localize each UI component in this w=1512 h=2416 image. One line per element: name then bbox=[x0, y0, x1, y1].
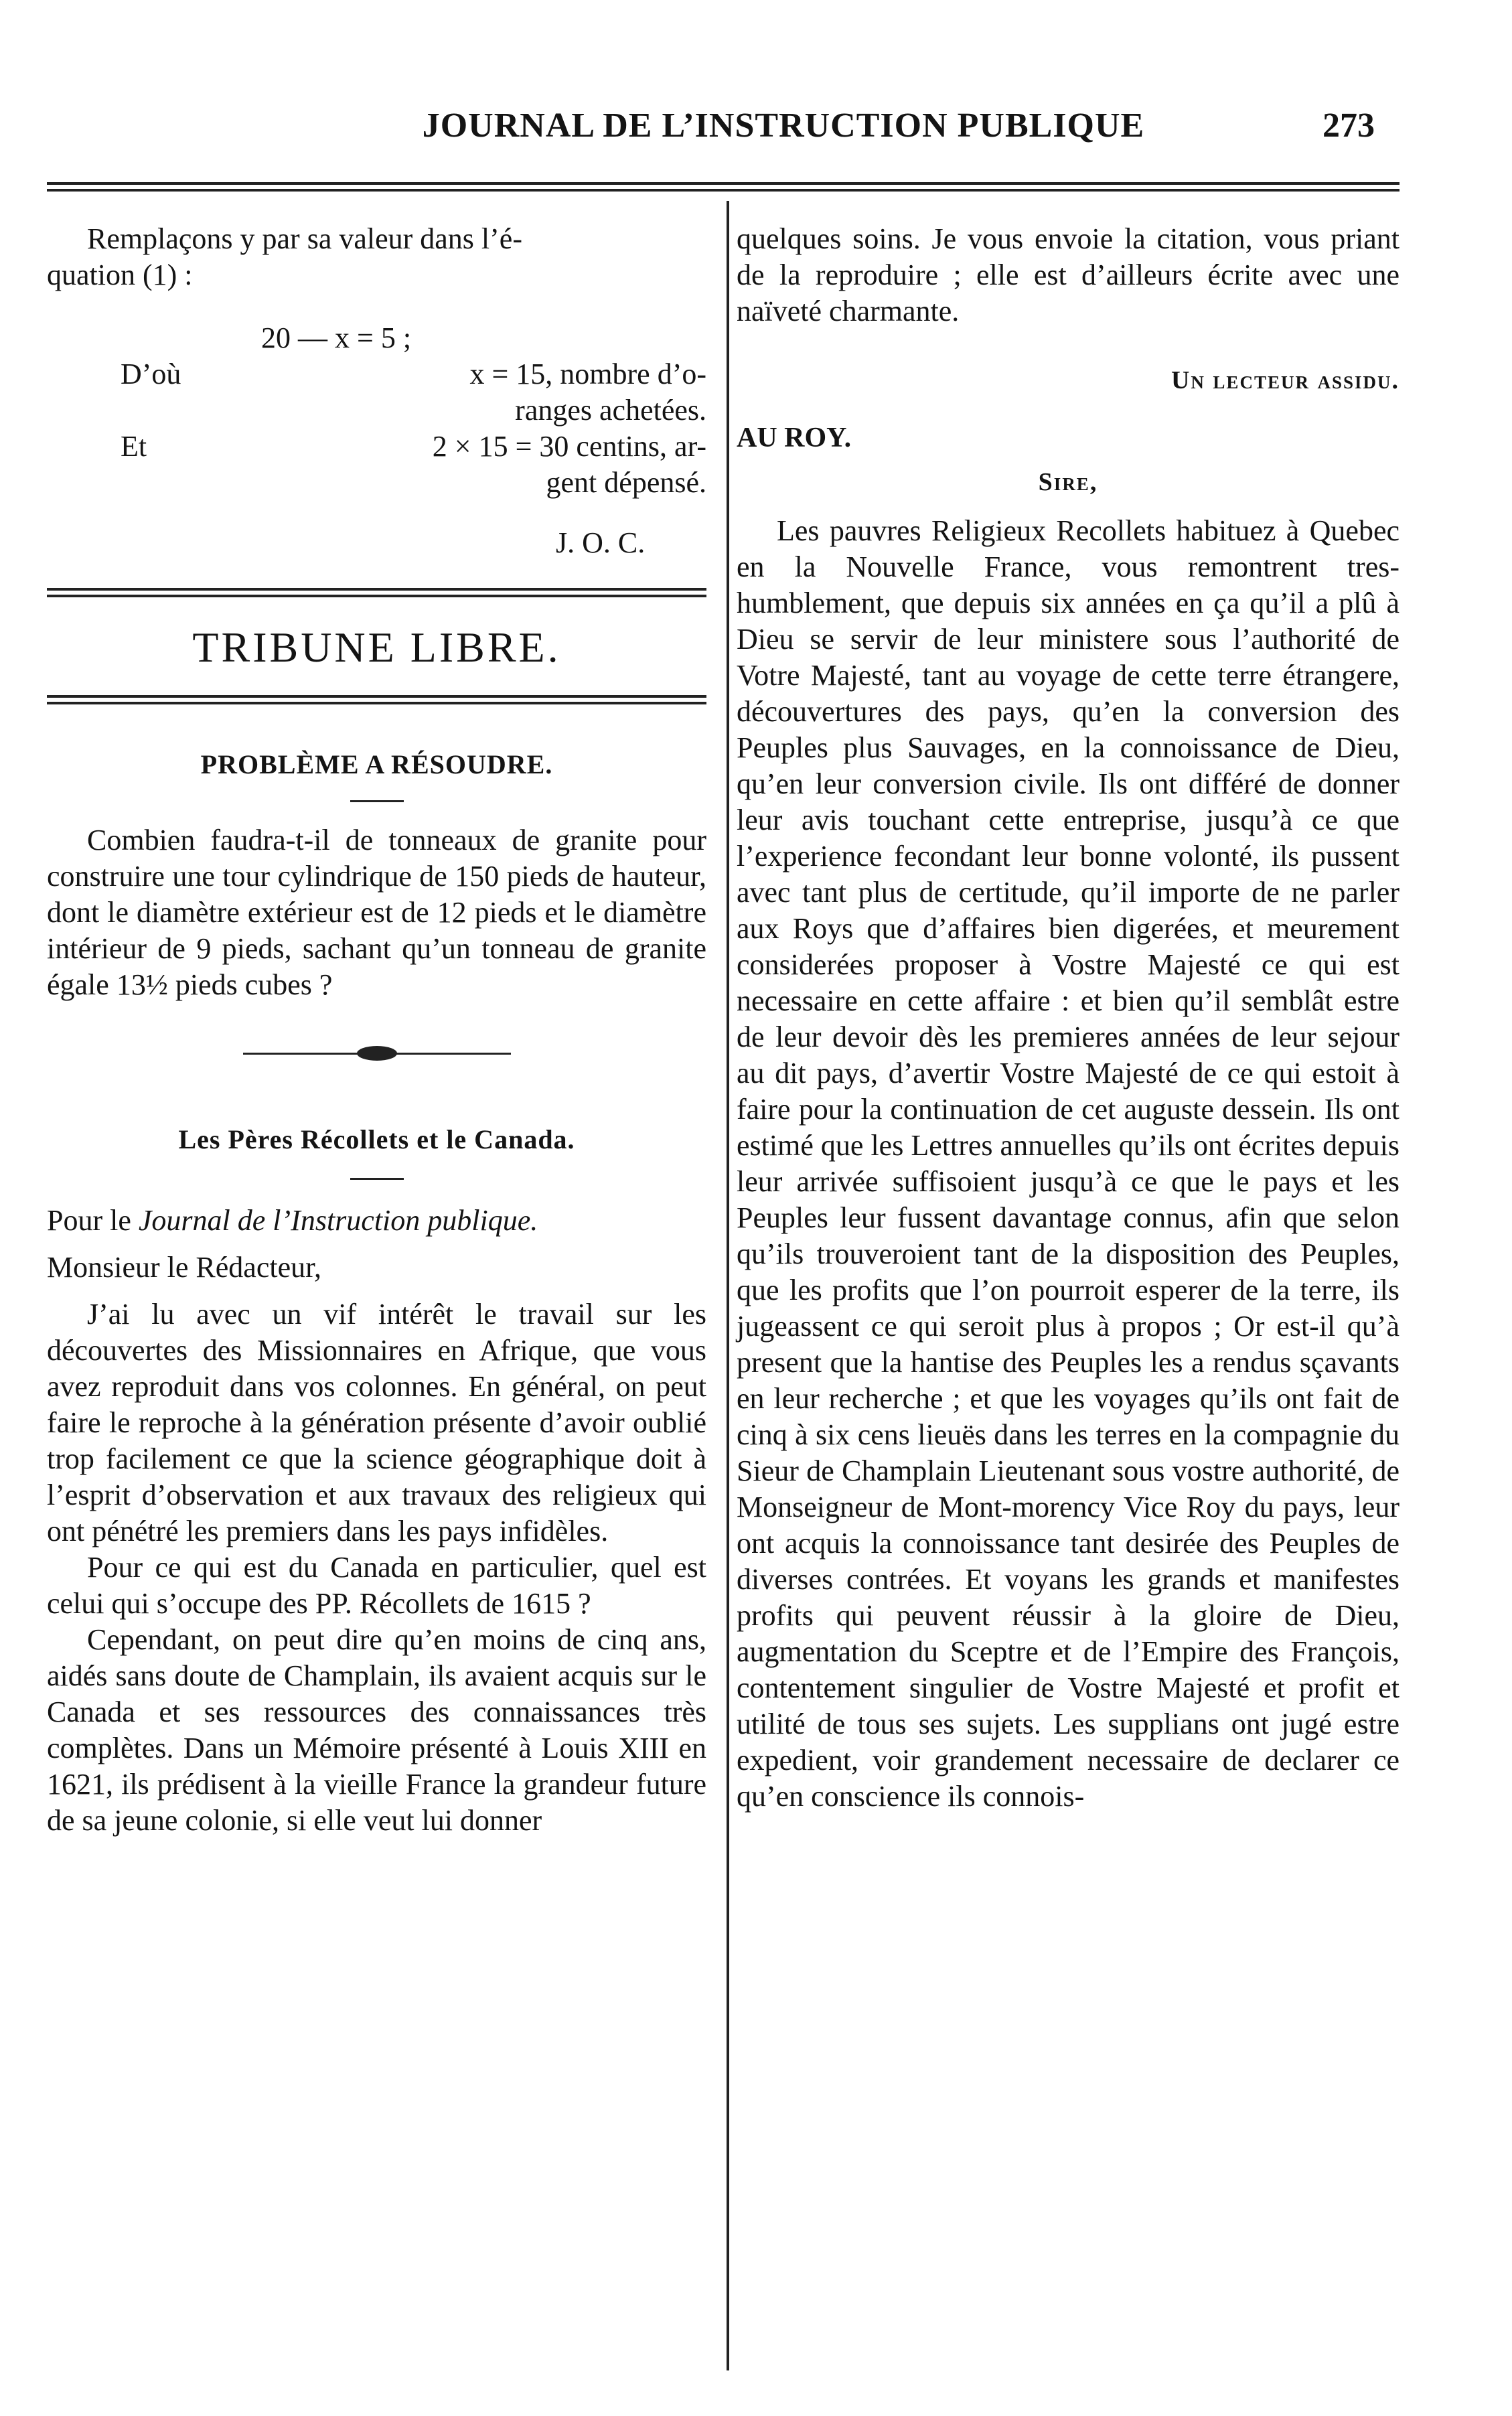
au-roy-heading: AU ROY. bbox=[737, 423, 852, 453]
section-title: TRIBUNE LIBRE. bbox=[192, 623, 561, 671]
section-rule-top bbox=[47, 588, 706, 597]
section-rule-bottom bbox=[47, 695, 706, 704]
problem-text: Combien faudra-t-il de tonneaux de granite pour construire une tour cylindrique de 150 pieds de hauteur, dont le diamètre extérieur est de 12 pieds et le diamètre intérieur de 9 pieds, sachant qu’un tonneau de granite égale 13½ pieds cubes ? bbox=[47, 824, 706, 1001]
signature-joc: J. O. C. bbox=[556, 526, 646, 559]
equation-2: D’où x = 15, nombre d’o- bbox=[47, 356, 706, 392]
left-column bbox=[47, 221, 706, 1839]
ornament-divider bbox=[243, 1043, 511, 1063]
sire-salutation: Sire, bbox=[1038, 468, 1098, 496]
column-divider bbox=[727, 201, 729, 2370]
article-paragraph-2: Pour ce qui est du Canada en particulier, quel est celui qui s’occupe des PP. Récollets de 1615 ? bbox=[47, 1551, 706, 1620]
letter-continuation: quelques soins. Je vous envoie la citation, vous priant de la reproduire ; elle est d’ailleurs écrite avec une naïveté charmante. bbox=[737, 222, 1400, 327]
equation-3: Et 2 × 15 = 30 centins, ar- bbox=[47, 429, 706, 465]
equation-1: 20 — x = 5 ; bbox=[261, 321, 412, 354]
intro-line-2: quation (1) : bbox=[47, 258, 193, 291]
salutation: Monsieur le Rédacteur, bbox=[47, 1251, 321, 1284]
right-column bbox=[737, 221, 1400, 1815]
article-heading: Les Pères Récollets et le Canada. bbox=[178, 1124, 575, 1154]
equation-3-cont: gent dépensé. bbox=[546, 466, 706, 499]
article-paragraph-3: Cependant, on peut dire qu’en moins de cinq ans, aidés sans doute de Champlain, ils avaient acquis sur le Canada et ses ressources des connaissances très complètes. Dans un Mémoire présenté à Louis XIII en 1621, ils prédisent à la vieille France la grandeur future de sa jeune colonie, si elle veut lui donner bbox=[47, 1623, 706, 1837]
memoire-text: Les pauvres Religieux Recollets habituez à Quebec en la Nouvelle France, vous remontrent tres-humblement, que depuis six années en ça qu’il a plû à Dieu se servir de leur ministere sous l’authorité de Votre Majesté, tant au voyage de cette terre étrangere, découvertures des pays, qu’en la conversion des Peuples plus Sauvages, en la connoissance de Dieu, qu’en leur conversion civile. Ils ont différé de donner leur avis touchant cette entreprise, jusqu’à ce que l’experience fecondant leur bonne volonté, ils pussent avec tant plus de certitude, qu’il importe de ne parler aux Roys que d’affaires bien digerées, et meurement considerées proposer à Vostre Majesté ce qui est necessaire en cette affaire : et bien qu’il semblât estre de leur devoir dès les premieres années de leur sejour au dit pays, d’avertir Vostre Majesté de ce qui estoit à faire pour la continuation de cet auguste dessein. Ils ont estimé que les Lettres annuelles qu’ils ont écrites depuis leur arrivée suffisoient jusqu’à ce que le pays et les Peuples leur fussent davantage connus, afin que selon qu’ils trouveroient tant de la disposition des Peuples, que les profits que l’on pourroit esperer de la terre, ils jugeassent ce qui seroit plus à propos ; Or est-il qu’à present que la hantise des Peuples les a rendus sçavants en leur recherche ; et que les voyages qu’ils ont fait de cinq à six cens lieuës dans les terres en la compagnie du Sieur de Champlain Lieutenant sous vostre authorité, de Monseigneur de Mont-morency Vice Roy du pays, leur ont acquis la connoissance tant desirée des Peuples de diverses contrées. Et voyans les grands et manifestes profits qui peuvent réussir à la gloire de Dieu, augmentation du Sceptre et de l’Empire des François, contentement singulier de Vostre Majesté et profit et utilité de tous ses sujets. Les supplians ont jugé estre expedient, voir grandement necessaire de declarer ce qu’en conscience ils connois- bbox=[737, 514, 1400, 1813]
equation-2-cont: ranges achetées. bbox=[515, 394, 706, 427]
intro-line-1: Remplaçons y par sa valeur dans l’é- bbox=[87, 222, 522, 255]
letter-signature: Un lecteur assidu. bbox=[1170, 366, 1400, 394]
journal-name: Journal de l’Instruction publique. bbox=[138, 1204, 538, 1237]
header-rule bbox=[47, 182, 1400, 192]
problem-heading: PROBLÈME A RÉSOUDRE. bbox=[200, 749, 553, 779]
running-title: JOURNAL DE L’INSTRUCTION PUBLIQUE bbox=[422, 106, 1145, 145]
page-header bbox=[47, 106, 1453, 159]
article-paragraph-1: J’ai lu avec un vif intérêt le travail sur les découvertes des Missionnaires en Afrique, que vous avez reproduit dans vos colonnes. En général, on peut faire le reproche à la génération présente d’avoir oublié trop facilement ce que la science géographique doit à l’esprit d’observation et aux travaux des religieux qui ont pénétré les premiers dans les pays infidèles. bbox=[47, 1298, 706, 1547]
equation-label: D’où bbox=[121, 358, 181, 390]
article-for: Pour le Journal de l’Instruction publique. bbox=[47, 1204, 538, 1237]
equation-label: Et bbox=[121, 430, 147, 463]
page-number: 273 bbox=[1322, 106, 1375, 145]
